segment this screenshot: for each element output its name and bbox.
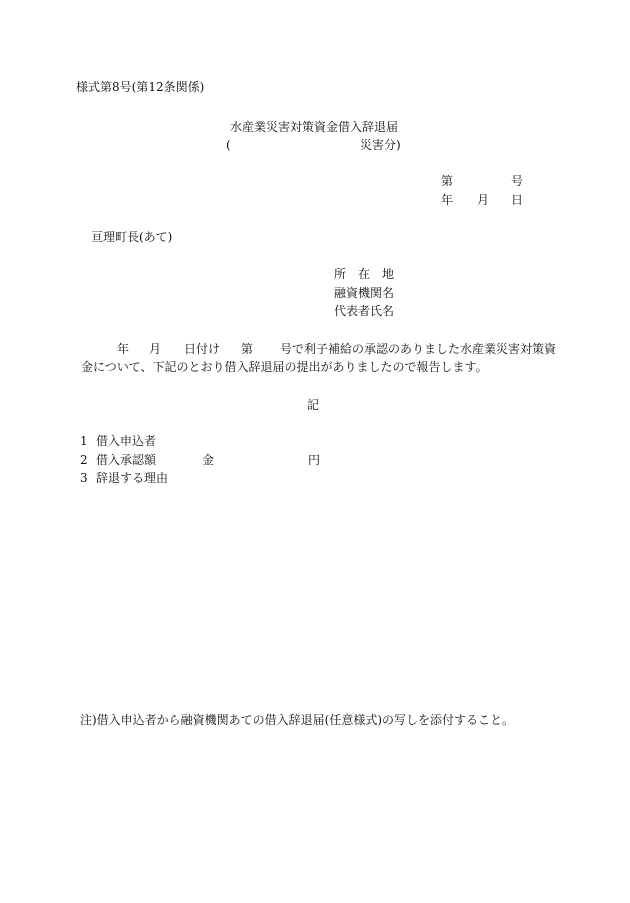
body-line1-rest: 号で利子補給の承認のありました水産業災害対策資 (280, 342, 557, 356)
item-number: 3 (80, 471, 88, 485)
item-kin: 金 (202, 453, 215, 467)
institution-label: 融資機関名 (334, 286, 395, 300)
date-month: 月 (477, 193, 490, 207)
body-month: 月 (149, 342, 162, 356)
body-dai: 第 (241, 342, 254, 356)
document-title: 水産業災害対策資金借入辞退届 (230, 120, 399, 134)
body-line2: 金について、下記のとおり借入辞退届の提出がありましたので報告します。 (81, 360, 488, 374)
body-day-suffix: 日付け (184, 342, 221, 356)
ki-heading: 記 (307, 398, 320, 412)
body-year: 年 (117, 342, 130, 356)
address-label: 所 在 地 (334, 267, 395, 281)
item-label-reason: 辞退する理由 (96, 471, 169, 485)
item-label-approved-amount: 借入承認額 (96, 453, 157, 467)
doc-number-dai: 第 (441, 174, 454, 188)
item-yen: 円 (308, 453, 321, 467)
addressee: 亘理町長(あて) (91, 230, 173, 244)
date-year: 年 (441, 193, 454, 207)
item-number: 1 (80, 434, 88, 448)
form-number: 様式第8号(第12条関係) (76, 80, 205, 94)
item-label-applicant: 借入申込者 (96, 434, 157, 448)
disaster-suffix: 災害分) (360, 138, 401, 152)
date-day: 日 (511, 193, 524, 207)
item-number: 2 (80, 453, 88, 467)
footnote: 注)借入申込者から融資機関あての借入辞退届(任意様式)の写しを添付すること。 (80, 713, 515, 727)
disaster-paren-open: ( (226, 138, 231, 152)
representative-label: 代表者氏名 (334, 304, 395, 318)
doc-number-go: 号 (511, 174, 524, 188)
